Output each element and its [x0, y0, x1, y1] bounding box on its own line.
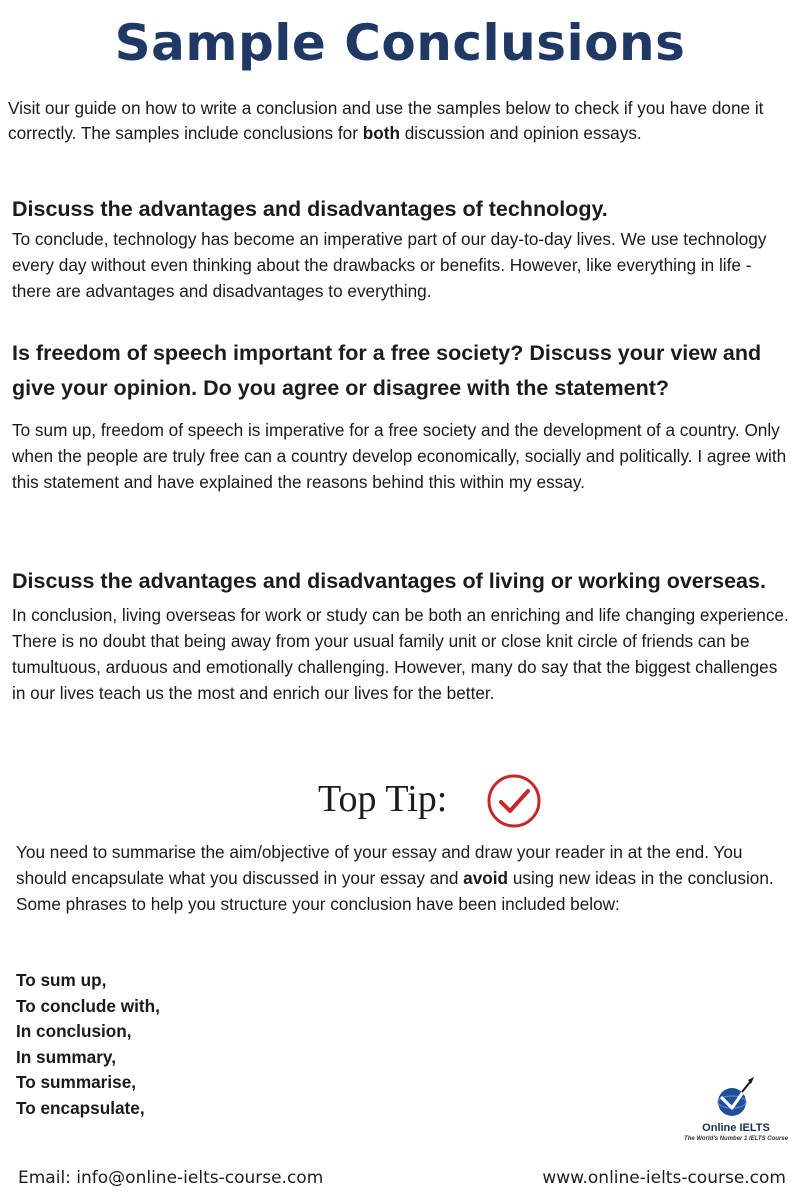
tip-paragraph — [16, 839, 786, 917]
sample-heading: Is freedom of speech important for a free society? Discuss your view and give your opinion. Do you agree or disagree with the statement? — [12, 341, 762, 400]
sample-freedom-of-speech — [12, 336, 790, 495]
sample-text: To sum up, freedom of speech is imperative for a free society and the development of a country. Only when the people are truly free can a country develop economically, socially and politically. I agree with this statement and have explained the reasons behind this within my essay. — [12, 420, 787, 492]
tip-bold: avoid — [463, 868, 509, 888]
sample-heading: Discuss the advantages and disadvantages of technology. — [12, 197, 608, 221]
globe-pen-logo-icon — [714, 1076, 758, 1120]
phrase-item: To conclude with, — [16, 995, 160, 1016]
sample-text: To conclude, technology has become an imperative part of our day-to-day lives. We use technology every day without even thinking about the drawbacks or benefits. However, like everything in life - there are advantages and disadvantages to everything. — [12, 229, 767, 301]
sample-living-overseas — [12, 564, 790, 706]
phrase-item: In summary, — [16, 1046, 116, 1067]
intro-bold: both — [362, 123, 400, 143]
intro-text-end: discussion and opinion essays. — [399, 123, 642, 143]
phrase-item: To encapsulate, — [16, 1097, 145, 1118]
tip-text-end: using new ideas in the conclusion. Some phrases to help you structure your conclusion have been included below: — [16, 868, 774, 914]
phrase-item: In conclusion, — [16, 1021, 132, 1041]
intro-text: Visit our guide on how to write a conclusion and use the samples below to check if you have done it correctly. The samples include conclusions for — [8, 98, 764, 143]
phrase-list — [16, 968, 160, 1121]
online-ielts-logo — [680, 1076, 792, 1156]
footer-email: Email: info@online-ielts-course.com — [18, 1168, 324, 1188]
top-tip-title: Top Tip: — [318, 778, 448, 820]
logo-tagline: The World's Number 1 IELTS Course — [684, 1136, 788, 1142]
sample-technology — [12, 192, 790, 304]
intro-paragraph — [8, 96, 792, 146]
tip-text: You need to summarise the aim/objective of your essay and draw your reader in at the end. You should encapsulate what you discussed in your essay and — [16, 842, 743, 888]
page-title: Sample Conclusions — [114, 14, 686, 72]
footer-website: www.online-ielts-course.com — [542, 1168, 786, 1188]
sample-text: In conclusion, living overseas for work or study can be both an enriching and life changing experience. There is no doubt that being away from your usual family unit or close knit circle of friends can be tumultuous, arduous and emotionally challenging. However, many do say that the biggest challenges in our lives teach us the most and enrich our lives for the better. — [12, 605, 789, 703]
logo-brand-name: Online IELTS — [702, 1122, 770, 1134]
phrase-item: To summarise, — [16, 1072, 137, 1092]
checkmark-circle-icon — [486, 773, 542, 829]
phrase-item: To sum up, — [16, 970, 107, 990]
sample-heading: Discuss the advantages and disadvantages of living or working overseas. — [12, 569, 766, 593]
